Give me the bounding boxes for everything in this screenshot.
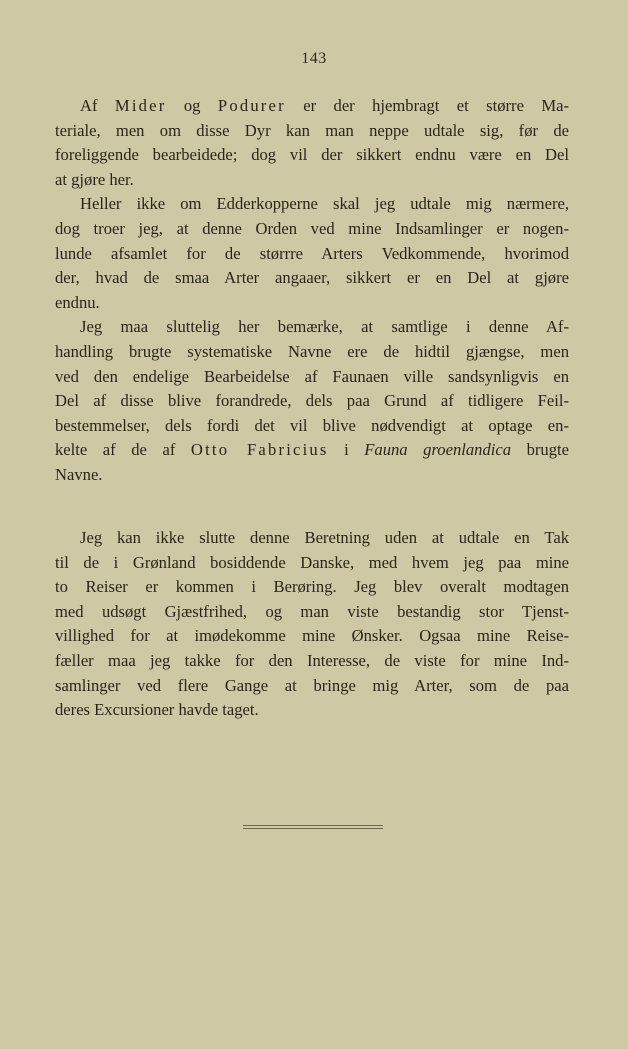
text-block-lower [55,526,569,723]
divider-rule [243,825,383,826]
text-line: Af Mider og Podurer er der hjembragt et større Ma- [80,96,569,115]
text-line: deres Excursioner havde taget. [55,700,259,720]
emphasis-name: Podurer [217,96,286,115]
text-line: teriale, men om disse Dyr kan man neppe udtale sig, før de [55,120,569,140]
text-line: bestemmelser, dels fordi det vil blive nødvendigt at optage en- [55,415,569,435]
text-line: Jeg maa sluttelig her bemærke, at samtlige i denne Af- [80,317,569,337]
text-line: foreliggende bearbeidede; dog vil der sikkert endnu være en Del [55,145,569,165]
text-line: Navne. [55,464,103,484]
text-line: med udsøgt Gjæstfrihed, og man viste bestandig stor Tjenst- [55,601,569,621]
text-line: Heller ikke om Edderkopperne skal jeg udtale mig nærmere, [80,194,569,214]
text-line: Jeg kan ikke slutte denne Beretning uden at udtale en Tak [80,528,569,547]
text-line: dog troer jeg, at denne Orden ved mine Indsamlinger er nogen- [55,218,569,238]
text-line: der, hvad de smaa Arter angaaer, sikkert er en Del at gjøre [55,268,569,288]
text-line: at gjøre her. [55,169,134,189]
text-line: fæller maa jeg takke for den Interesse, de viste for mine Ind- [55,650,569,670]
text-line: to Reiser er kommen i Berøring. Jeg blev overalt modtagen [55,577,569,597]
text-line: kelte af de af Otto Fabricius i Fauna groenlandica brugte [55,440,569,460]
text-line: lunde afsamlet for de størrre Arters Vedkommende, hvorimod [55,243,569,263]
divider-rule [243,828,383,829]
text-line: endnu. [55,292,100,312]
text-block-upper [55,94,569,488]
text-line: villighed for at imødekomme mine Ønsker. Ogsaa mine Reise- [55,626,569,646]
emphasis-name: Mider [114,96,167,115]
italic-title: Fauna groenlandica [364,440,512,460]
text-line: ved den endelige Bearbeidelse af Faunaen ville sandsynligvis en [55,366,569,386]
text-line: Del af disse blive forandrede, dels paa Grund af tidligere Feil- [55,391,569,411]
text-line: til de i Grønland bosiddende Danske, med hvem jeg paa mine [55,552,569,572]
emphasis-name: Otto Fabricius [190,440,329,460]
page-number: 143 [301,50,327,67]
text-line: samlinger ved flere Gange at bringe mig Arter, som de paa [55,675,569,695]
text-line: handling brugte systematiske Navne ere de hidtil gjængse, men [55,341,569,361]
